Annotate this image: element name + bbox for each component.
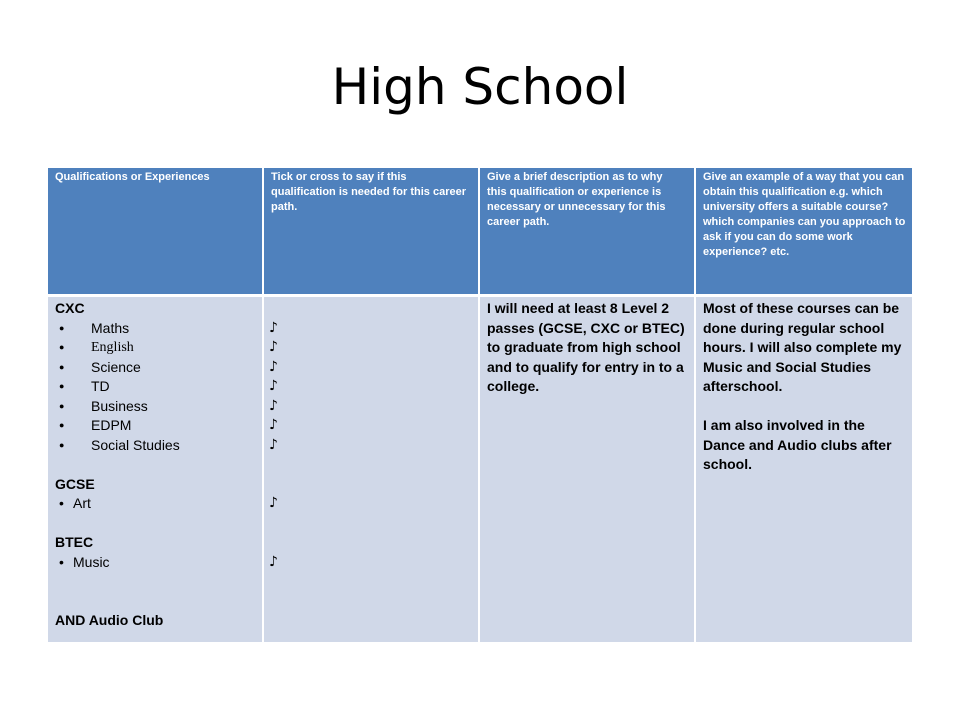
- header-example: Give an example of a way that you can obtain this qualification e.g. which university offers a suitable course? which companies can you approach to ask if you can do some work experience? etc.: [703, 171, 906, 258]
- gcse-heading: GCSE: [55, 475, 95, 492]
- column-divider: [694, 168, 696, 642]
- list-item: ● Maths: [55, 319, 259, 339]
- qualifications-table: [48, 168, 912, 642]
- example-cell: [703, 299, 907, 475]
- list-item: • Art: [55, 494, 259, 514]
- example-paragraph: Most of these courses can be done during regular school hours. I will also complete my Music and Social Studies afterschool.: [703, 300, 902, 394]
- column-divider: [262, 168, 264, 642]
- header-description: Give a brief description as to why this qualification or experience is necessary or unnecessary for this career path.: [487, 171, 666, 228]
- header-tick-or-cross: Tick or cross to say if this qualification is needed for this career path.: [271, 171, 466, 213]
- column-divider: [478, 168, 480, 642]
- list-item: ● EDPM: [55, 416, 259, 436]
- tick-mark: ♪: [269, 553, 278, 570]
- list-item: ● TD: [55, 377, 259, 397]
- example-paragraph: I am also involved in the Dance and Audio clubs after school.: [703, 417, 892, 472]
- tick-mark: ♪: [269, 378, 278, 394]
- qualifications-cell: [55, 299, 259, 631]
- tick-mark: ♪: [269, 319, 278, 336]
- list-item: ● Social Studies: [55, 436, 259, 456]
- gcse-subject-list: [55, 494, 259, 514]
- btec-subject-list: [55, 553, 259, 573]
- tick-cell: [269, 299, 469, 572]
- tick-mark: ♪: [269, 339, 278, 355]
- tick-mark: ♪: [269, 358, 278, 375]
- list-item: ● English: [55, 338, 259, 358]
- tick-mark: ♪: [269, 417, 278, 433]
- list-item: ● Science: [55, 358, 259, 378]
- audio-club-note: AND Audio Club: [55, 612, 164, 628]
- cxc-heading: CXC: [55, 300, 85, 316]
- slide-title: High School: [331, 58, 629, 116]
- cxc-subject-list: [55, 319, 259, 456]
- description-cell: I will need at least 8 Level 2 passes (GCSE, CXC or BTEC) to graduate from high school and to qualify for entry in to a college.: [487, 300, 685, 394]
- list-item: ● Business: [55, 397, 259, 417]
- tick-mark: ♪: [269, 397, 278, 414]
- header-qualifications: Qualifications or Experiences: [55, 171, 210, 183]
- tick-mark: ♪: [269, 495, 278, 511]
- btec-heading: BTEC: [55, 534, 94, 550]
- tick-mark: ♪: [269, 436, 278, 453]
- list-item: • Music: [55, 553, 259, 573]
